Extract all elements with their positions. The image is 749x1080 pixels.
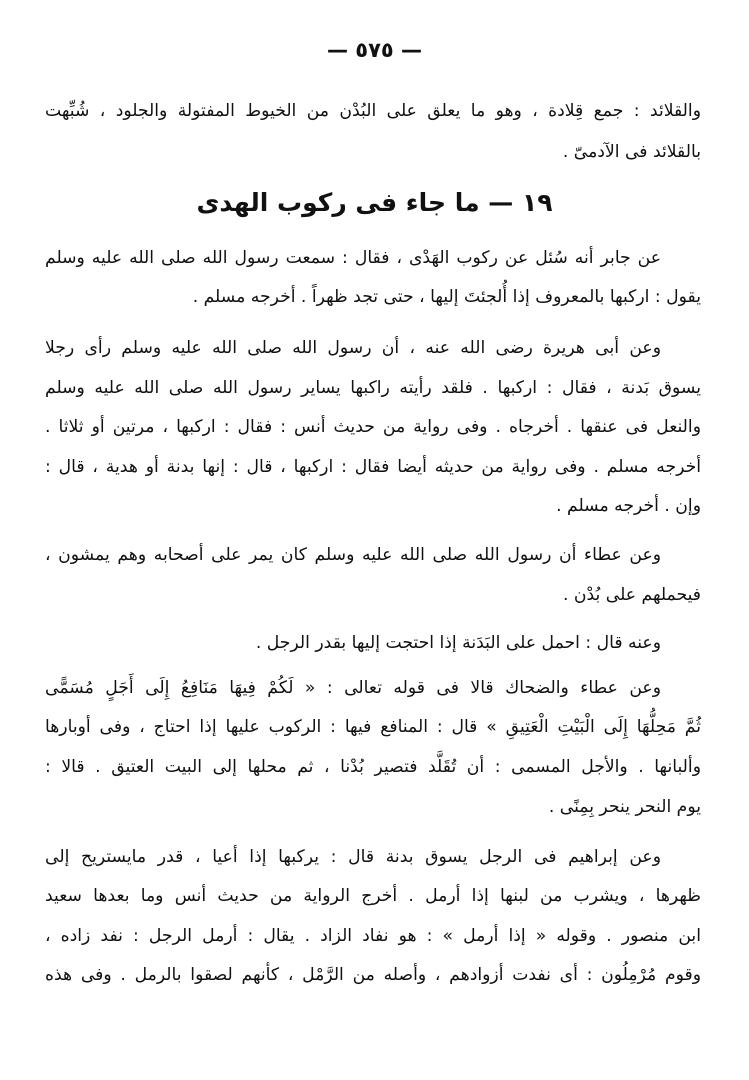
paragraph-6-line-1: وعن إبراهيم فى الرجل يسوق بدنة قال : يركبها إذا أعيا ، قدر مايستريح إلى [45,847,661,867]
paragraph-6-line-2: ظهرها ، ويشرب من لبنها إذا أرمل . أخرج الرواية من حديث أنس وما بعدها سعيد [45,886,701,906]
paragraph-2-line-1: وعن أبى هريرة رضى الله عنه ، أن رسول الله صلى الله عليه وسلم رأى رجلا [45,338,661,358]
paragraph-1-line-1: عن جابر أنه سُئل عن ركوب الهَدْى ، فقال : سمعت رسول الله صلى الله عليه وسلم [45,248,661,268]
paragraph-3-line-2: فيحملهم على بُدْن . [562,585,701,605]
paragraph-5-line-3: وألبانها . والأجل المسمى : أن تُقَلَّد فتصير بُدْنا ، ثم محلها إلى البيت العتيق . قالا : [45,757,701,777]
paragraph-6-line-4: وقوم مُرْمِلُون : أى نفدت أزوادهم ، وأصله من الرَّمْل ، كأنهم لصقوا بالرمل . وفى هذه [45,965,701,985]
paragraph-5-line-1: وعن عطاء والضحاك قالا فى قوله تعالى : « لَكُمْ فِيهَا مَنَافِعُ إِلَى أَجَلٍ مُسَمًّى [45,678,661,698]
paragraph-5-line-2: ثُمَّ مَحِلُّهَا إِلَى الْبَيْتِ الْعَتِيقِ » قال : المنافع فيها : الركوب عليها إذا احتاج ، وفى أوبارها [45,717,701,737]
section-heading: ١٩ — ما جاء فى ركوب الهدى [196,188,553,217]
paragraph-1-line-2: يقول : اركبها بالمعروف إذا أُلجئتَ إليها ، حتى تجد ظهراً . أخرجه مسلم . [192,287,701,307]
paragraph-3-line-1: وعن عطاء أن رسول الله صلى الله عليه وسلم كان يمر على أصحابه وهم يمشون ، [45,545,661,565]
intro-line-1: والقلائد : جمع قِلادة ، وهو ما يعلق على البُدْن من الخيوط المفتولة والجلود ، شُبِّهت [45,101,701,121]
intro-line-2: بالقلائد فى الآدمىّ . [562,142,701,162]
paragraph-6-line-3: ابن منصور . وقوله « إذا أرمل » : هو نفاد الزاد . يقال : أرمل الرجل : نفد زاده ، [45,926,701,946]
paragraph-2-line-5: وإن . أخرجه مسلم . [556,496,701,516]
paragraph-2-line-3: والنعل فى عنقها . أخرجاه . وفى رواية من حديث أنس : فقال : اركبها ، مرتين أو ثلاثا . [45,417,701,437]
page-number: — ٥٧٥ — [326,38,423,62]
paragraph-5-line-4: يوم النحر ينحر بِمِنًى . [548,797,701,817]
paragraph-2-line-4: أخرجه مسلم . وفى رواية من حديثه أيضا فقال : اركبها ، قال : إنها بدنة أو هدية ، قال : [45,457,701,477]
paragraph-2-line-2: يسوق بَدنة ، فقال : اركبها . فلقد رأيته راكبها يساير رسول الله صلى الله عليه وسلم [45,378,701,398]
paragraph-4-line-1: وعنه قال : احمل على البَدَنة إذا احتجت إليها بقدر الرجل . [255,633,661,653]
